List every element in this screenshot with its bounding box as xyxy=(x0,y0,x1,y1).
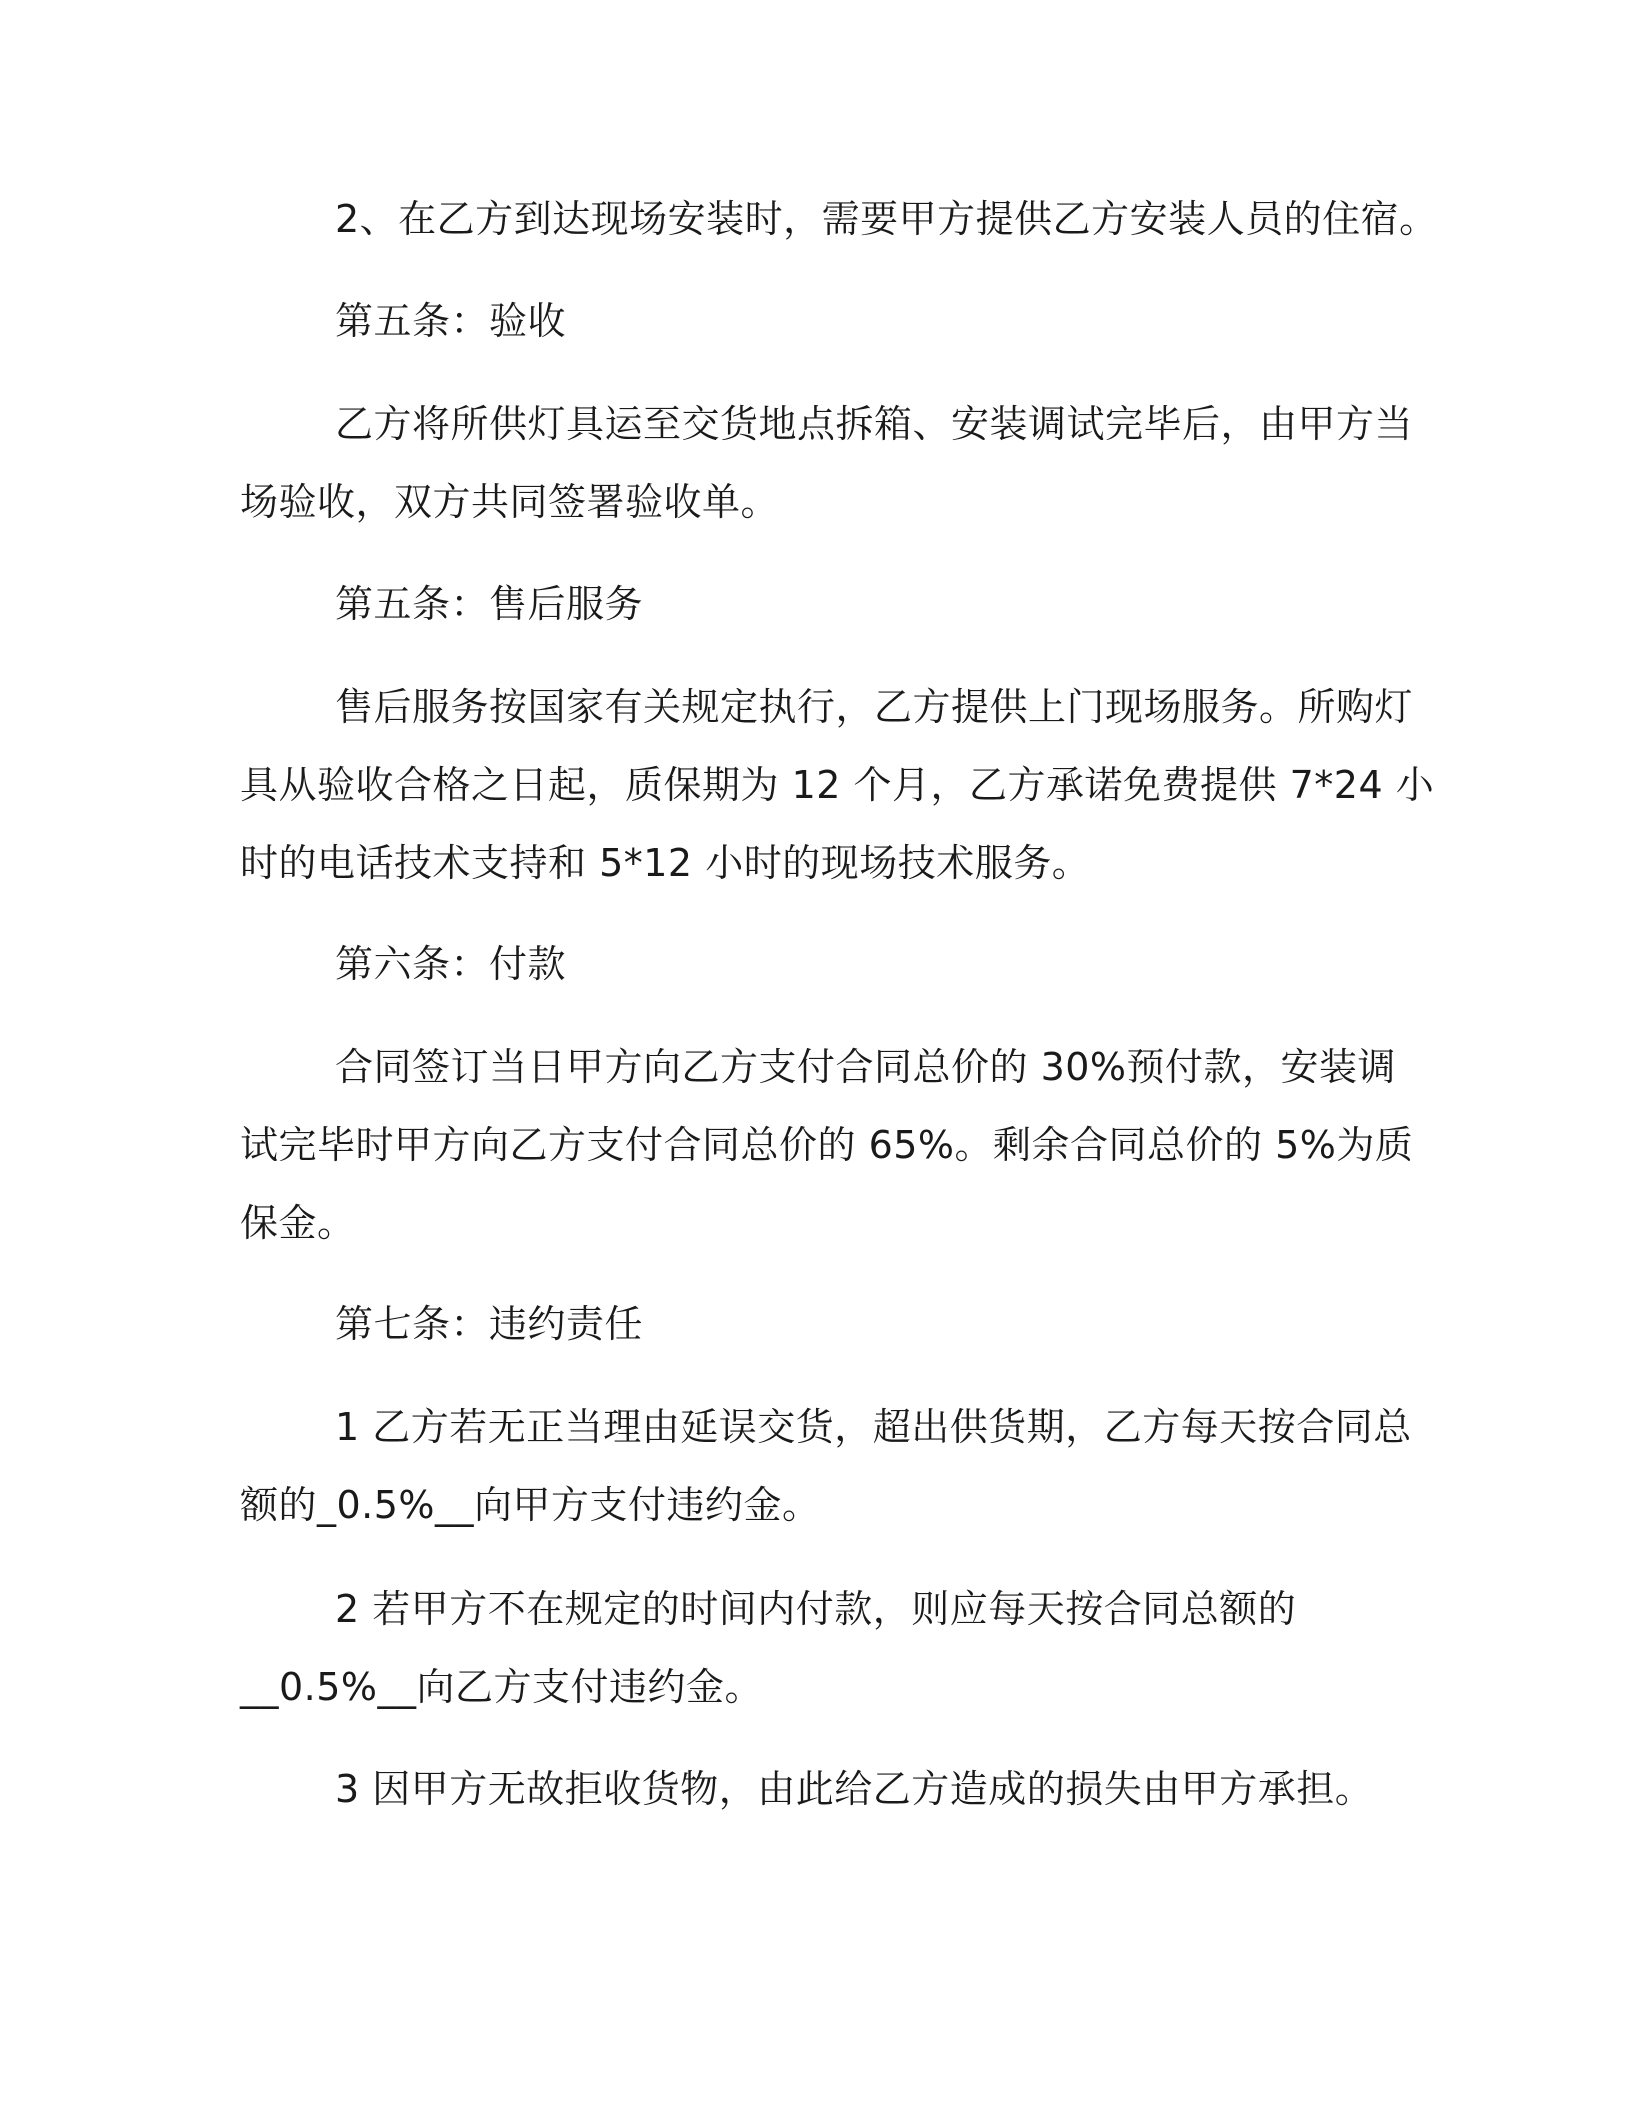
text-line: 乙方将所供灯具运至交货地点拆箱、安装调试完毕后，由甲方当 xyxy=(335,402,1414,446)
text-line: 第六条：付款 xyxy=(335,942,567,986)
text-line: __0.5%__向乙方支付违约金。 xyxy=(240,1665,764,1709)
text-line: 额的_0.5%__向甲方支付违约金。 xyxy=(240,1483,821,1527)
paragraph-liability-3 xyxy=(240,1750,1380,1828)
text-line: 第七条：违约责任 xyxy=(335,1302,644,1346)
heading-article-6-payment xyxy=(240,925,1380,1003)
paragraph-accommodation xyxy=(240,180,1438,258)
text-line: 场验收，双方共同签署验收单。 xyxy=(240,480,780,524)
paragraph-liability-2 xyxy=(240,1570,1380,1726)
paragraph-payment xyxy=(240,1028,1414,1262)
text-line: 售后服务按国家有关规定执行，乙方提供上门现场服务。所购灯 xyxy=(335,685,1414,729)
heading-article-5-after-sales xyxy=(240,565,1380,643)
text-line: 试完毕时甲方向乙方支付合同总价的 65%。剩余合同总价的 5%为质 xyxy=(240,1123,1414,1167)
text-line: 3 因甲方无故拒收货物，由此给乙方造成的损失由甲方承担。 xyxy=(335,1767,1374,1811)
text-line: 合同签订当日甲方向乙方支付合同总价的 30%预付款，安装调 xyxy=(335,1045,1397,1089)
text-line: 1 乙方若无正当理由延误交货，超出供货期，乙方每天按合同总 xyxy=(335,1405,1412,1449)
paragraph-liability-1 xyxy=(240,1388,1412,1544)
heading-article-5-acceptance xyxy=(240,282,1380,360)
text-line: 第五条：验收 xyxy=(335,299,567,343)
heading-article-7-liability xyxy=(240,1285,1380,1363)
paragraph-after-sales xyxy=(240,668,1435,902)
text-line: 第五条：售后服务 xyxy=(335,582,644,626)
text-line: 2 若甲方不在规定的时间内付款，则应每天按合同总额的 xyxy=(335,1587,1297,1631)
text-line: 时的电话技术支持和 5*12 小时的现场技术服务。 xyxy=(240,841,1091,885)
text-line: 2、在乙方到达现场安装时，需要甲方提供乙方安装人员的住宿。 xyxy=(335,197,1438,241)
text-line: 具从验收合格之日起，质保期为 12 个月，乙方承诺免费提供 7*24 小 xyxy=(240,763,1435,807)
paragraph-acceptance xyxy=(240,385,1414,541)
text-line: 保金。 xyxy=(240,1201,356,1245)
